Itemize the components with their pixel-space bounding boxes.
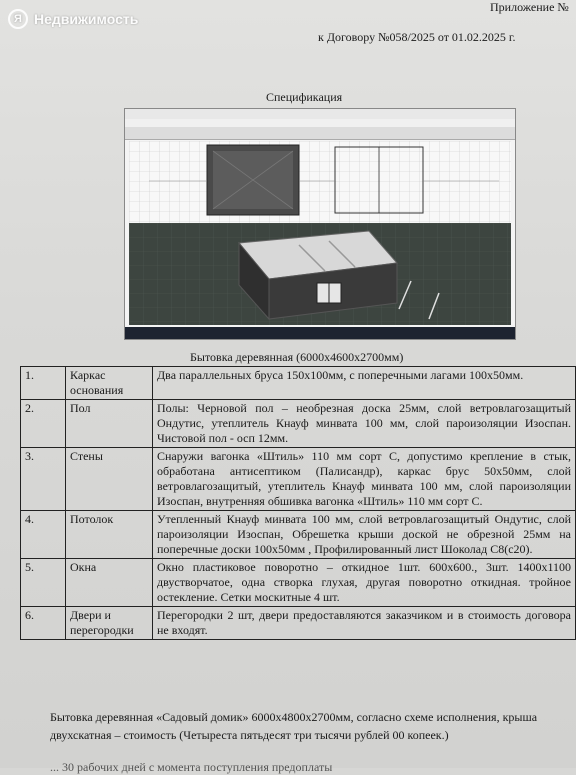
- yandex-logo-icon: Я: [8, 9, 28, 29]
- delivery-term-line: ... 30 рабочих дней с момента поступления предоплаты: [50, 760, 333, 774]
- contract-reference: к Договору №058/2025 от 01.02.2025 г.: [318, 30, 516, 44]
- row-name: Двери и перегородки: [66, 607, 153, 640]
- row-number: 3.: [21, 448, 66, 511]
- row-description: Окно пластиковое поворотно – откидное 1шт. 600х600., 3шт. 1400х1100 двустворчатое, одна створка глухая, другая поворотно откидная. тройное остекление. Сетки москитные 4 шт.: [153, 559, 576, 607]
- floor-plan-view: [129, 141, 511, 223]
- screenshot-taskbar: [125, 327, 515, 339]
- screenshot-menubar: [125, 119, 515, 127]
- table-row: [21, 607, 576, 640]
- row-description: Полы: Черновой пол – необрезная доска 25мм, слой ветровлагозащитый Ондутис, утеплитель Кнауф минвата 100 мм, слой пароизоляции Изоспан. Чистовой пол - осп 12мм.: [153, 400, 576, 448]
- 3d-model-view: [129, 223, 511, 325]
- row-description: Снаружи вагонка «Штиль» 110 мм сорт С, допустимо крепление в стык, обработана антисептиком (Палисандр), каркас брус 50х50мм, слой ветровлагозащитый, утеплитель Кнауф минвата 100 мм, слой пароизоляции Изоспан, внутренняя обшивка вагонка «Штиль» 110 мм сорт С.: [153, 448, 576, 511]
- table-caption: Бытовка деревянная (6000x4600x2700мм): [190, 350, 404, 364]
- row-number: 4.: [21, 511, 66, 559]
- row-number: 1.: [21, 367, 66, 400]
- table-row: [21, 448, 576, 511]
- table-row: [21, 367, 576, 400]
- floor-plan-drawing: [129, 141, 511, 223]
- specification-table-body: [21, 367, 576, 640]
- row-description: Перегородки 2 шт, двери предоставляются заказчиком и в стоимость договора не входят.: [153, 607, 576, 640]
- row-description: Утепленный Кнауф минвата 100 мм, слой ветровлагозащитый Ондутис, слой пароизоляции Изоспан, Обрешетка крыши доской не обрезной 25мм на поперечные доски 100х50мм , Профилированный лист Шоколад С8(с20).: [153, 511, 576, 559]
- spec-title: Спецификация: [266, 90, 343, 104]
- row-number: 6.: [21, 607, 66, 640]
- row-description: Два параллельных бруса 150х100мм, с поперечными лагами 100х50мм.: [153, 367, 576, 400]
- price-paragraph-line2: двухскатная – стоимость (Четыреста пятьдесят три тысячи рублей 00 копеек.): [50, 728, 449, 742]
- row-number: 5.: [21, 559, 66, 607]
- 3d-cabin-model: [129, 223, 511, 325]
- screenshot-toolbar: [125, 127, 515, 140]
- row-name: Окна: [66, 559, 153, 607]
- table-row: [21, 400, 576, 448]
- row-number: 2.: [21, 400, 66, 448]
- row-name: Стены: [66, 448, 153, 511]
- watermark-text: Недвижимость: [34, 11, 139, 27]
- row-name: Потолок: [66, 511, 153, 559]
- appendix-label: Приложение №: [490, 0, 569, 14]
- row-name: Каркас основания: [66, 367, 153, 400]
- table-row: [21, 511, 576, 559]
- watermark: [8, 8, 138, 30]
- price-paragraph-line1: Бытовка деревянная «Садовый домик» 6000х4800х2700мм, согласно схеме исполнения, крыша: [50, 710, 538, 724]
- specification-table: [20, 366, 576, 640]
- row-name: Пол: [66, 400, 153, 448]
- table-row: [21, 559, 576, 607]
- building-plan-screenshot: [124, 108, 516, 340]
